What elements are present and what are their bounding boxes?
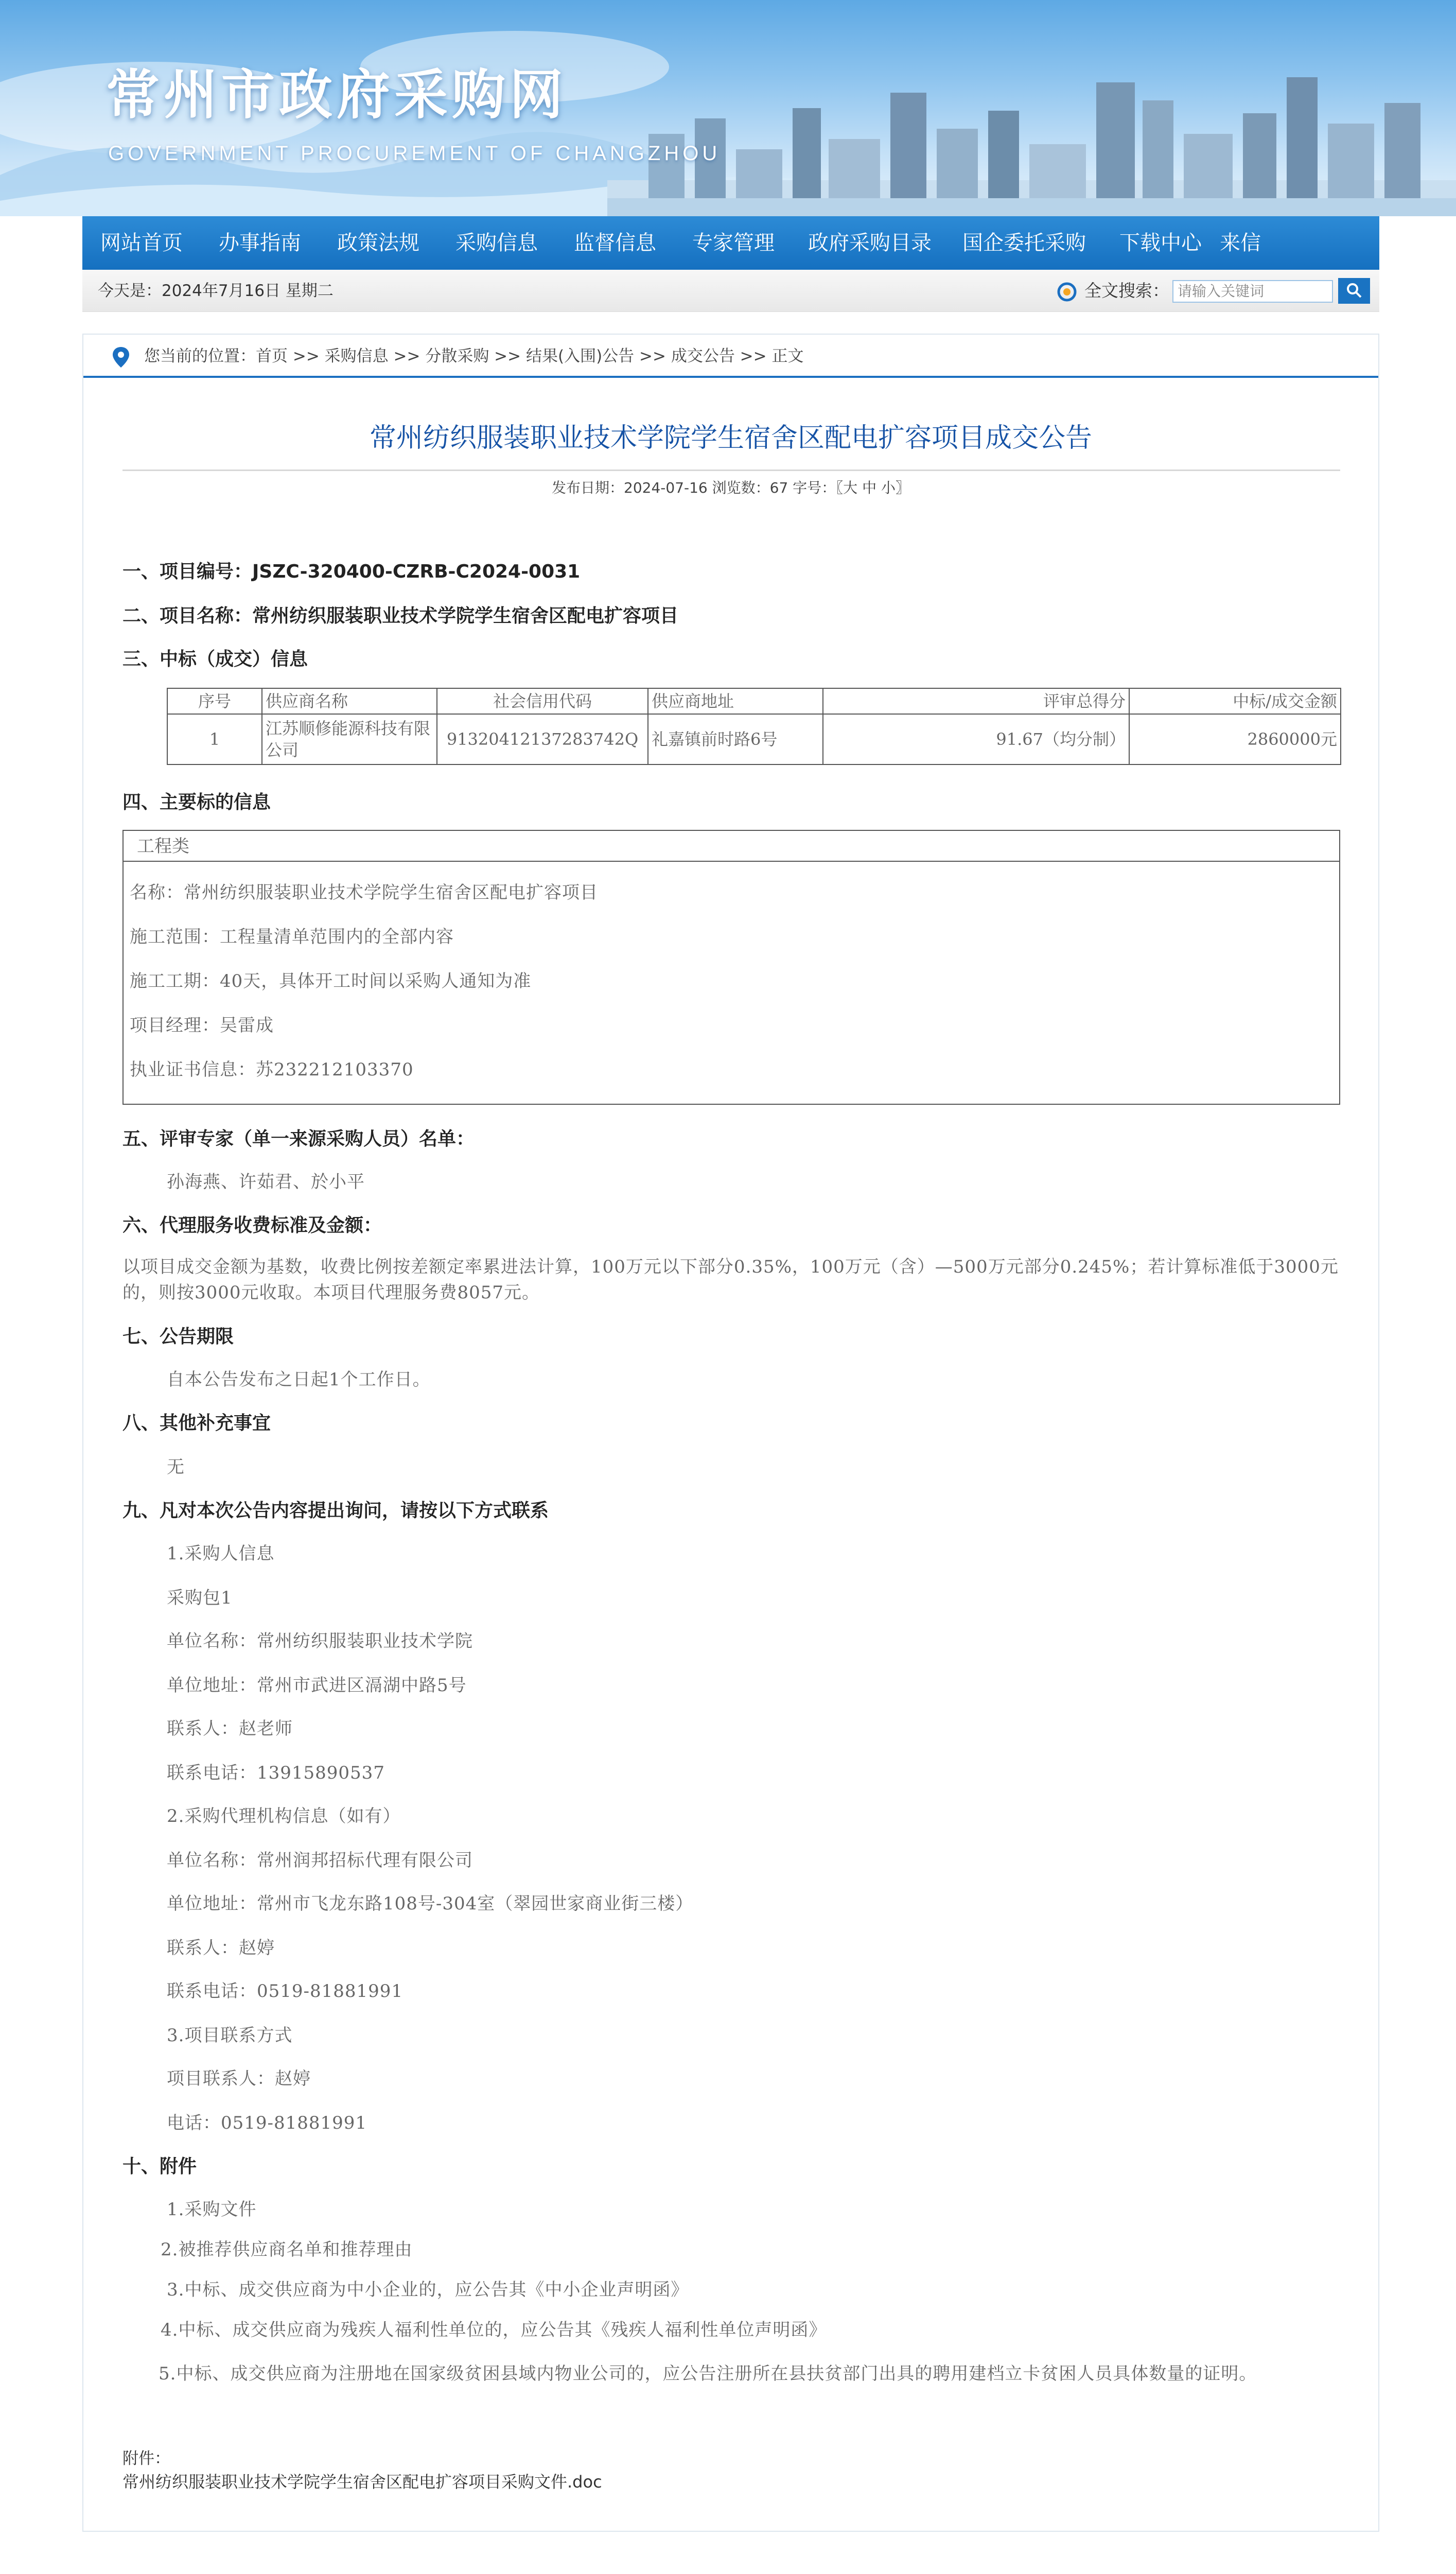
table-header-cell: 评审总得分 (823, 688, 1129, 714)
section-other: 八、其他补充事宜 (122, 1413, 271, 1434)
table-cell: 91320412137283742Q (437, 714, 648, 764)
search-icon (1057, 282, 1077, 302)
winner-table (167, 688, 1341, 765)
table-cell: 91.67（均分制） (823, 714, 1129, 764)
location-pin-icon (110, 346, 132, 370)
nav-consult[interactable]: 来信 (1220, 232, 1261, 254)
content-panel (82, 334, 1379, 2532)
project-manager: 项目经理：吴雷成 (130, 1015, 274, 1036)
contact-line: 电话：0519-81881991 (167, 2113, 367, 2133)
section-subject-info: 四、主要标的信息 (122, 792, 271, 813)
site-banner (0, 0, 1456, 216)
section-project-number: 一、项目编号：JSZC-320400-CZRB-C2024-0031 (122, 561, 581, 582)
fee-paragraph: 以项目成交金额为基数，收费比例按差额定率累进法计算，100万元以下部分0.35%，100万元（含）—500万元部分0.245%；若计算标准低于3000元的，则按3000元收取。本项目代理服务费8057元。 (122, 1257, 1339, 1303)
section-attachments: 十、附件 (122, 2156, 197, 2177)
table-header-cell: 序号 (167, 688, 262, 714)
attachment-item: 5.中标、成交供应商为注册地在国家级贫困县域内物业公司的，应公告注册所在县扶贫部门出具的聘用建档立卡贫困人员具体数量的证明。 (159, 2363, 1257, 2384)
main-nav (82, 216, 1379, 270)
attachment-item: 3.中标、成交供应商为中小企业的，应公告其《中小企业声明函》 (167, 2280, 689, 2300)
contact-line: 单位地址：常州市飞龙东路108号-304室（翠园世家商业街三楼） (167, 1893, 694, 1914)
attachment-download-link[interactable]: 常州纺织服装职业技术学院学生宿舍区配电扩容项目采购文件.doc (122, 2472, 602, 2492)
nav-catalog[interactable]: 政府采购目录 (808, 232, 932, 254)
page-title: 常州纺织服装职业技术学院学生宿舍区配电扩容项目成交公告 (369, 423, 1092, 453)
nav-guide[interactable]: 办事指南 (219, 232, 301, 254)
contact-line: 2.采购代理机构信息（如有） (167, 1806, 401, 1827)
table-header-cell: 社会信用代码 (437, 688, 648, 714)
section-winner-info: 三、中标（成交）信息 (122, 649, 308, 670)
nav-home[interactable]: 网站首页 (100, 232, 183, 254)
nav-supervision[interactable]: 监督信息 (574, 232, 656, 254)
table-header-cell: 供应商地址 (648, 688, 823, 714)
contact-line: 联系人：赵婷 (167, 1938, 275, 1958)
contact-line: 联系人：赵老师 (167, 1718, 293, 1739)
other-text: 无 (167, 1457, 185, 1477)
nav-experts[interactable]: 专家管理 (692, 232, 775, 254)
contact-line: 单位地址：常州市武进区滆湖中路5号 (167, 1675, 467, 1696)
project-license: 执业证书信息：苏232212103370 (130, 1059, 414, 1080)
project-name: 名称：常州纺织服装职业技术学院学生宿舍区配电扩容项目 (130, 882, 598, 903)
section-fee: 六、代理服务收费标准及金额： (122, 1215, 382, 1236)
contact-line: 采购包1 (167, 1588, 233, 1608)
nav-download[interactable]: 下载中心 (1119, 232, 1202, 254)
table-header-row (167, 688, 1341, 714)
today-date: 今天是：2024年7月16日 星期二 (98, 282, 334, 300)
search-label: 全文搜索： (1084, 281, 1169, 301)
contact-line: 单位名称：常州润邦招标代理有限公司 (167, 1850, 473, 1871)
contact-line: 项目联系人：赵婷 (167, 2068, 311, 2089)
table-cell: 礼嘉镇前时路6号 (648, 714, 823, 764)
project-period: 施工工期：40天，具体开工时间以采购人通知为准 (130, 971, 532, 992)
section-notice-period: 七、公告期限 (122, 1326, 234, 1347)
table-cell: 1 (167, 714, 262, 764)
contact-line: 联系电话：0519-81881991 (167, 1981, 404, 2002)
title-divider (122, 469, 1340, 471)
notice-period-text: 自本公告发布之日起1个工作日。 (167, 1369, 431, 1390)
section-contacts: 九、凡对本次公告内容提出询问，请按以下方式联系 (122, 1500, 549, 1521)
section-experts: 五、评审专家（单一来源采购人员）名单： (122, 1128, 475, 1150)
nav-procurement-info[interactable]: 采购信息 (455, 232, 538, 254)
contact-line: 联系电话：13915890537 (167, 1763, 385, 1783)
city-skyline-image (607, 62, 1456, 216)
article-meta: 发布日期：2024-07-16 浏览数：67 字号：〖大 中 小〗 (552, 479, 910, 496)
site-subtitle: GOVERNMENT PROCUREMENT OF CHANGZHOU (108, 142, 721, 165)
breadcrumb (83, 335, 1378, 378)
project-scope: 施工范围：工程量清单范围内的全部内容 (130, 927, 454, 947)
nav-policy[interactable]: 政策法规 (337, 232, 419, 254)
table-header-cell: 中标/成交金额 (1129, 688, 1341, 714)
table-header-cell: 供应商名称 (262, 688, 437, 714)
section-project-name: 二、项目名称：常州纺织服装职业技术学院学生宿舍区配电扩容项目 (122, 605, 679, 627)
project-info-box (122, 830, 1340, 1105)
nav-soe-procurement[interactable]: 国企委托采购 (962, 232, 1086, 254)
table-cell: 2860000元 (1129, 714, 1341, 764)
attachment-label: 附件： (122, 2449, 170, 2468)
project-category: 工程类 (124, 831, 1339, 862)
contact-line: 1.采购人信息 (167, 1543, 275, 1564)
expert-list: 孙海燕、许茹君、於小平 (167, 1172, 365, 1192)
magnifier-icon (1345, 281, 1363, 300)
table-row (167, 714, 1341, 764)
contact-line: 单位名称：常州纺织服装职业技术学院 (167, 1631, 473, 1651)
search-button[interactable] (1338, 278, 1370, 304)
attachment-item: 2.被推荐供应商名单和推荐理由 (161, 2239, 413, 2260)
date-search-bar (82, 270, 1379, 312)
site-title: 常州市政府采购网 (106, 63, 568, 126)
attachment-item: 4.中标、成交供应商为残疾人福利性单位的，应公告其《残疾人福利性单位声明函》 (161, 2320, 827, 2340)
attachment-item: 1.采购文件 (167, 2199, 257, 2220)
breadcrumb-text: 您当前的位置：首页 >> 采购信息 >> 分散采购 >> 结果(入围)公告 >> 成交公告 >> 正文 (144, 347, 804, 366)
table-cell: 江苏顺修能源科技有限公司 (262, 714, 437, 764)
contact-line: 3.项目联系方式 (167, 2025, 293, 2046)
search-input[interactable] (1172, 280, 1333, 303)
